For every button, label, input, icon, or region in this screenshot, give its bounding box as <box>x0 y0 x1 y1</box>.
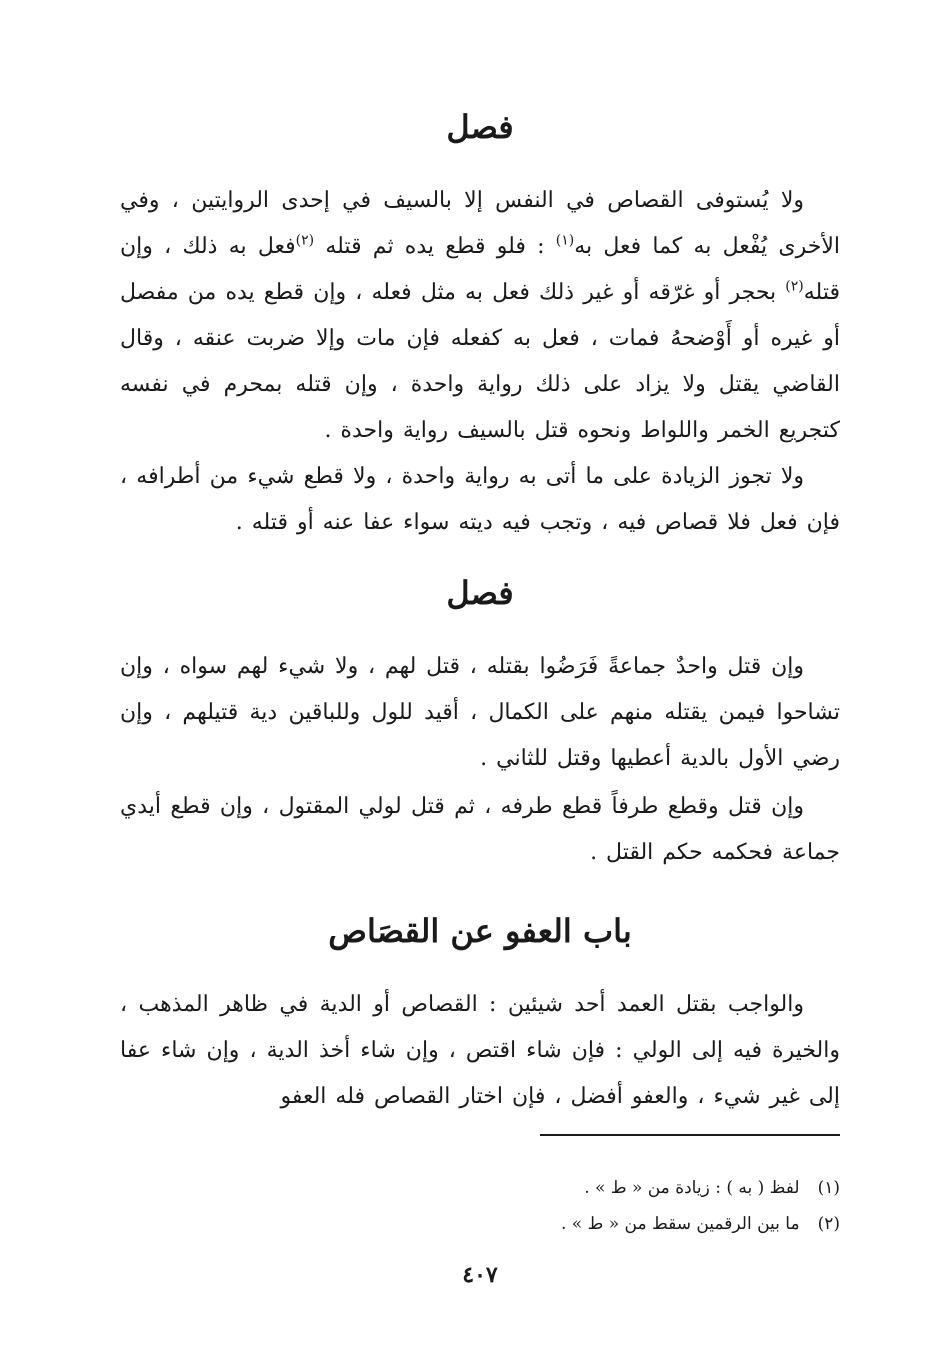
text-run: ولا يُستوفى القصاص في النفس إلا بالسيف في إحدى الروايتين ، وفي الأخرى يُفْعل به كما فعل به <box>120 188 841 259</box>
section-title-1: فصل <box>446 108 514 146</box>
section-title-2: فصل <box>446 574 514 612</box>
footnote-ref-1[interactable]: (١) <box>555 232 575 249</box>
text-run: : فلو قطع يده ثم قتله <box>314 234 556 259</box>
footnote-text: لفظ ( به ) : زيادة من « ط » . <box>584 1178 800 1198</box>
footnote-item <box>120 1170 840 1206</box>
section2-paragraph-2: وإن قتل وقطع طرفاً قطع طرفه ، ثم قتل لولي المقتول ، وإن قطع أيدي جماعة فحكمه حكم القتل . <box>120 794 840 865</box>
footnote-number: (٢) <box>817 1214 840 1234</box>
footnote-divider <box>540 1134 840 1136</box>
footnote-item <box>120 1206 840 1242</box>
footnote-text: ما بين الرقمين سقط من « ط » . <box>560 1214 800 1234</box>
footnote-ref-2[interactable]: (٢) <box>785 278 804 295</box>
section1-paragraph-2: ولا تجوز الزيادة على ما أتى به رواية واحدة ، ولا قطع شيء من أطرافه ، فإن فعل فلا قصاص فيه ، وتجب فيه ديته سواء عفا عنه أو قتله . <box>120 464 840 535</box>
section2-paragraph-1: وإن قتل واحدٌ جماعةً فَرَضُوا بقتله ، قتل لهم ، ولا شيء لهم سواه ، وإن تشاحوا فيمن يقتله منهم على الكمال ، أقيد للول وللباقين دية قتيلهم ، وإن رضي الأول بالدية أعطيها وقتل للثاني . <box>120 654 840 771</box>
section3-paragraph-1: والواجب بقتل العمد أحد شيئين : القصاص أو الدية في ظاهر المذهب ، والخيرة فيه إلى الولي : فإن شاء اقتص ، وإن شاء أخذ الدية ، وإن شاء عفا إلى غير شيء ، والعفو أفضل ، فإن اختار القصاص فله العفو <box>120 992 840 1109</box>
text-run: بحجر أو غرّقه أو غير ذلك فعل به مثل فعله ، وإن قطع يده من مفصل أو غيره أو أَوْضحهُ فمات ، فعل به كفعله فإن مات وإلا ضربت عنقه ، وقال القاضي يقتل ولا يزاد على ذلك رواية واحدة ، وإن قتله بمحرم في نفسه كتجريع الخمر واللواط ونحوه قتل بالسيف رواية واحدة . <box>120 280 840 443</box>
book-page <box>120 0 840 1372</box>
chapter-title: باب العفو عن القصَاص <box>328 912 632 950</box>
footnote-ref-2[interactable]: (٢) <box>295 232 315 249</box>
section1-paragraph-1 <box>120 178 840 454</box>
footnotes <box>120 1170 840 1242</box>
text-run: فعل به ذلك ، وإن قتله <box>120 234 840 305</box>
footnote-number: (١) <box>817 1178 840 1198</box>
page-number: ٤٠٧ <box>462 1262 498 1288</box>
